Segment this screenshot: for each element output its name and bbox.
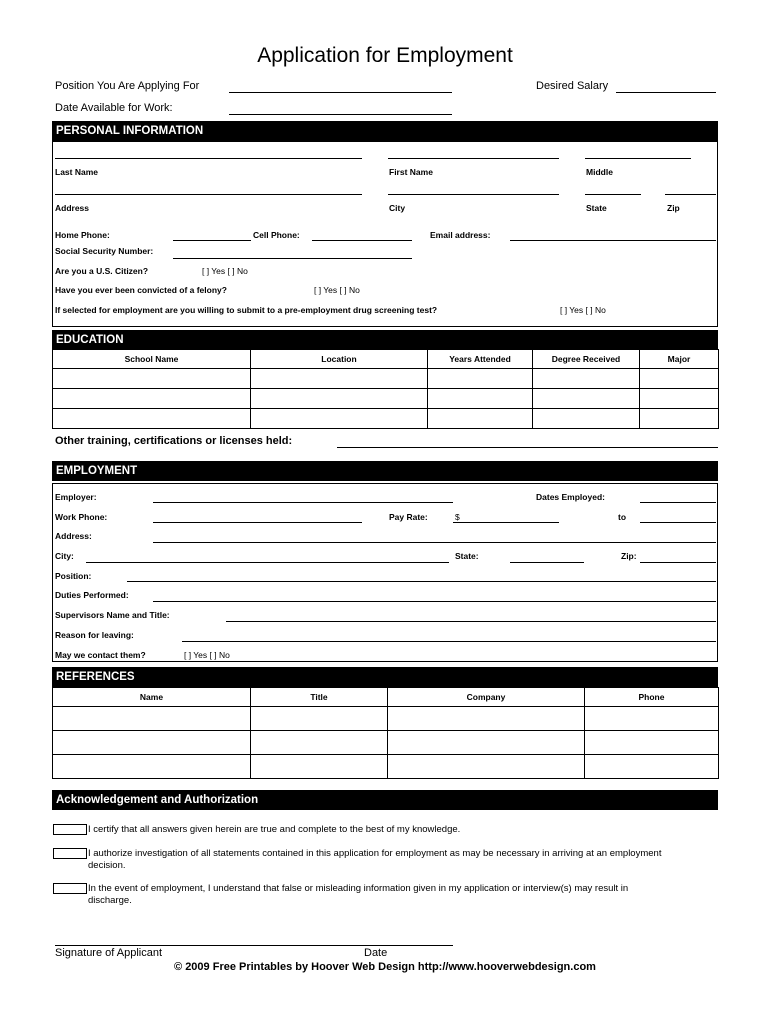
- email-label: Email address:: [430, 230, 491, 240]
- ack-authorize-text: I authorize investigation of all statements contained in this application for employment as may be necessary in arriving at an employment decision.: [88, 848, 662, 871]
- table-row: [53, 755, 719, 779]
- other-training-label: Other training, certifications or licenses held:: [55, 435, 293, 447]
- education-table: [52, 349, 719, 429]
- table-cell[interactable]: [585, 731, 719, 755]
- table-cell[interactable]: [533, 409, 640, 429]
- zip-field[interactable]: [665, 194, 716, 195]
- home-phone-field[interactable]: [173, 240, 251, 241]
- citizen-question: Are you a U.S. Citizen?: [55, 266, 149, 276]
- table-row: [53, 731, 719, 755]
- references-header-row: [53, 688, 719, 707]
- ack-discharge-text: In the event of employment, I understand that false or misleading information given in my application or interview(s) may result in discharge.: [88, 883, 629, 906]
- citizen-yes-no[interactable]: [ ] Yes [ ] No: [202, 266, 248, 276]
- education-col-school: School Name: [53, 350, 251, 369]
- pay-rate-field[interactable]: [453, 522, 559, 523]
- references-col-company: Company: [388, 688, 585, 707]
- email-field[interactable]: [510, 240, 716, 241]
- city-field[interactable]: [388, 194, 559, 195]
- education-heading: EDUCATION: [52, 330, 718, 350]
- table-cell[interactable]: [251, 755, 388, 779]
- drug-test-yes-no[interactable]: [ ] Yes [ ] No: [560, 305, 606, 315]
- table-cell[interactable]: [640, 409, 719, 429]
- date-available-field[interactable]: [229, 114, 452, 115]
- table-cell[interactable]: [428, 389, 533, 409]
- references-heading: REFERENCES: [52, 667, 718, 687]
- address-label: Address: [55, 203, 90, 213]
- references-col-title: Title: [251, 688, 388, 707]
- table-row: [53, 389, 719, 409]
- cell-phone-label: Cell Phone:: [253, 230, 300, 240]
- employer-address-field[interactable]: [153, 542, 716, 543]
- city-label: City: [389, 203, 406, 213]
- personal-info-heading: PERSONAL INFORMATION: [52, 121, 718, 141]
- ack-certify-text: I certify that all answers given herein are true and complete to the best of my knowledge.: [88, 824, 461, 835]
- home-phone-label: Home Phone:: [55, 230, 110, 240]
- table-cell[interactable]: [388, 731, 585, 755]
- state-field[interactable]: [585, 194, 641, 195]
- first-name-field[interactable]: [388, 158, 559, 159]
- employer-zip-label: Zip:: [621, 551, 637, 561]
- other-training-field[interactable]: [337, 447, 718, 448]
- reason-leaving-label: Reason for leaving:: [55, 630, 134, 640]
- table-cell[interactable]: [640, 389, 719, 409]
- cell-phone-field[interactable]: [312, 240, 412, 241]
- position-field[interactable]: [229, 92, 452, 93]
- supervisor-field[interactable]: [226, 621, 716, 622]
- middle-label: Middle: [586, 167, 613, 177]
- to-label: to: [618, 512, 627, 522]
- employer-state-field[interactable]: [510, 562, 584, 563]
- education-col-location: Location: [251, 350, 428, 369]
- table-cell[interactable]: [53, 369, 251, 389]
- work-phone-field[interactable]: [153, 522, 362, 523]
- dates-employed-to-field[interactable]: [640, 522, 716, 523]
- last-name-label: Last Name: [55, 167, 98, 177]
- table-row: [53, 409, 719, 429]
- employer-zip-field[interactable]: [640, 562, 716, 563]
- table-row: [53, 707, 719, 731]
- employer-field[interactable]: [153, 502, 453, 503]
- table-cell[interactable]: [251, 731, 388, 755]
- middle-field[interactable]: [585, 158, 691, 159]
- page-title: Application for Employment: [257, 44, 513, 67]
- address-field[interactable]: [55, 194, 362, 195]
- table-cell[interactable]: [585, 755, 719, 779]
- felony-question: Have you ever been convicted of a felony?: [55, 285, 227, 295]
- signature-date-label: Date: [364, 947, 388, 959]
- references-table: [52, 687, 719, 779]
- duties-label: Duties Performed:: [55, 590, 129, 600]
- table-cell[interactable]: [640, 369, 719, 389]
- job-position-label: Position:: [55, 571, 92, 581]
- salary-field[interactable]: [616, 92, 716, 93]
- contact-yes-no[interactable]: [ ] Yes [ ] No: [184, 650, 230, 660]
- table-cell[interactable]: [251, 409, 428, 429]
- ack-certify-checkbox[interactable]: [53, 824, 87, 835]
- employer-city-label: City:: [55, 551, 74, 561]
- signature-label: Signature of Applicant: [55, 947, 163, 959]
- state-label: State: [586, 203, 607, 213]
- reason-leaving-field[interactable]: [182, 641, 716, 642]
- education-col-major: Major: [640, 350, 719, 369]
- table-cell[interactable]: [388, 707, 585, 731]
- ack-authorize-checkbox[interactable]: [53, 848, 87, 859]
- personal-info-box: [52, 141, 718, 327]
- dates-employed-label: Dates Employed:: [536, 492, 605, 502]
- table-cell[interactable]: [53, 755, 251, 779]
- table-cell[interactable]: [53, 389, 251, 409]
- first-name-label: First Name: [389, 167, 433, 177]
- dates-employed-from-field[interactable]: [640, 502, 716, 503]
- position-label: Position You Are Applying For: [55, 80, 200, 92]
- table-row: [53, 369, 719, 389]
- employer-city-field[interactable]: [86, 562, 449, 563]
- references-col-phone: Phone: [585, 688, 719, 707]
- education-header-row: [53, 350, 719, 369]
- drug-test-question: If selected for employment are you willing to submit to a pre-employment drug screening test?: [55, 305, 438, 315]
- work-phone-label: Work Phone:: [55, 512, 108, 522]
- ack-discharge-checkbox[interactable]: [53, 883, 87, 894]
- education-col-years: Years Attended: [428, 350, 533, 369]
- employer-state-label: State:: [455, 551, 479, 561]
- table-cell[interactable]: [428, 369, 533, 389]
- footer-credit: © 2009 Free Printables by Hoover Web Design http://www.hooverwebdesign.com: [174, 961, 596, 973]
- table-cell[interactable]: [53, 409, 251, 429]
- signature-line[interactable]: [55, 945, 453, 946]
- employment-box: [52, 483, 718, 662]
- table-cell[interactable]: [533, 369, 640, 389]
- felony-yes-no[interactable]: [ ] Yes [ ] No: [314, 285, 360, 295]
- duties-field[interactable]: [153, 601, 716, 602]
- ssn-label: Social Security Number:: [55, 246, 154, 256]
- table-cell[interactable]: [251, 369, 428, 389]
- table-cell[interactable]: [53, 707, 251, 731]
- date-available-label: Date Available for Work:: [55, 102, 173, 114]
- dollar-sign: $: [455, 512, 460, 522]
- supervisor-label: Supervisors Name and Title:: [55, 610, 170, 620]
- contact-question: May we contact them?: [55, 650, 146, 660]
- employment-heading: EMPLOYMENT: [52, 461, 718, 481]
- zip-label: Zip: [667, 203, 680, 213]
- ssn-field[interactable]: [173, 258, 412, 259]
- table-cell[interactable]: [251, 389, 428, 409]
- table-cell[interactable]: [533, 389, 640, 409]
- employer-address-label: Address:: [55, 531, 92, 541]
- education-col-degree: Degree Received: [533, 350, 640, 369]
- ack-heading: Acknowledgement and Authorization: [52, 790, 718, 810]
- table-cell[interactable]: [251, 707, 388, 731]
- employer-label: Employer:: [55, 492, 97, 502]
- table-cell[interactable]: [585, 707, 719, 731]
- table-cell[interactable]: [388, 755, 585, 779]
- table-cell[interactable]: [53, 731, 251, 755]
- references-col-name: Name: [53, 688, 251, 707]
- last-name-field[interactable]: [55, 158, 362, 159]
- job-position-field[interactable]: [127, 581, 716, 582]
- pay-rate-label: Pay Rate:: [389, 512, 428, 522]
- table-cell[interactable]: [428, 409, 533, 429]
- salary-label: Desired Salary: [536, 80, 609, 92]
